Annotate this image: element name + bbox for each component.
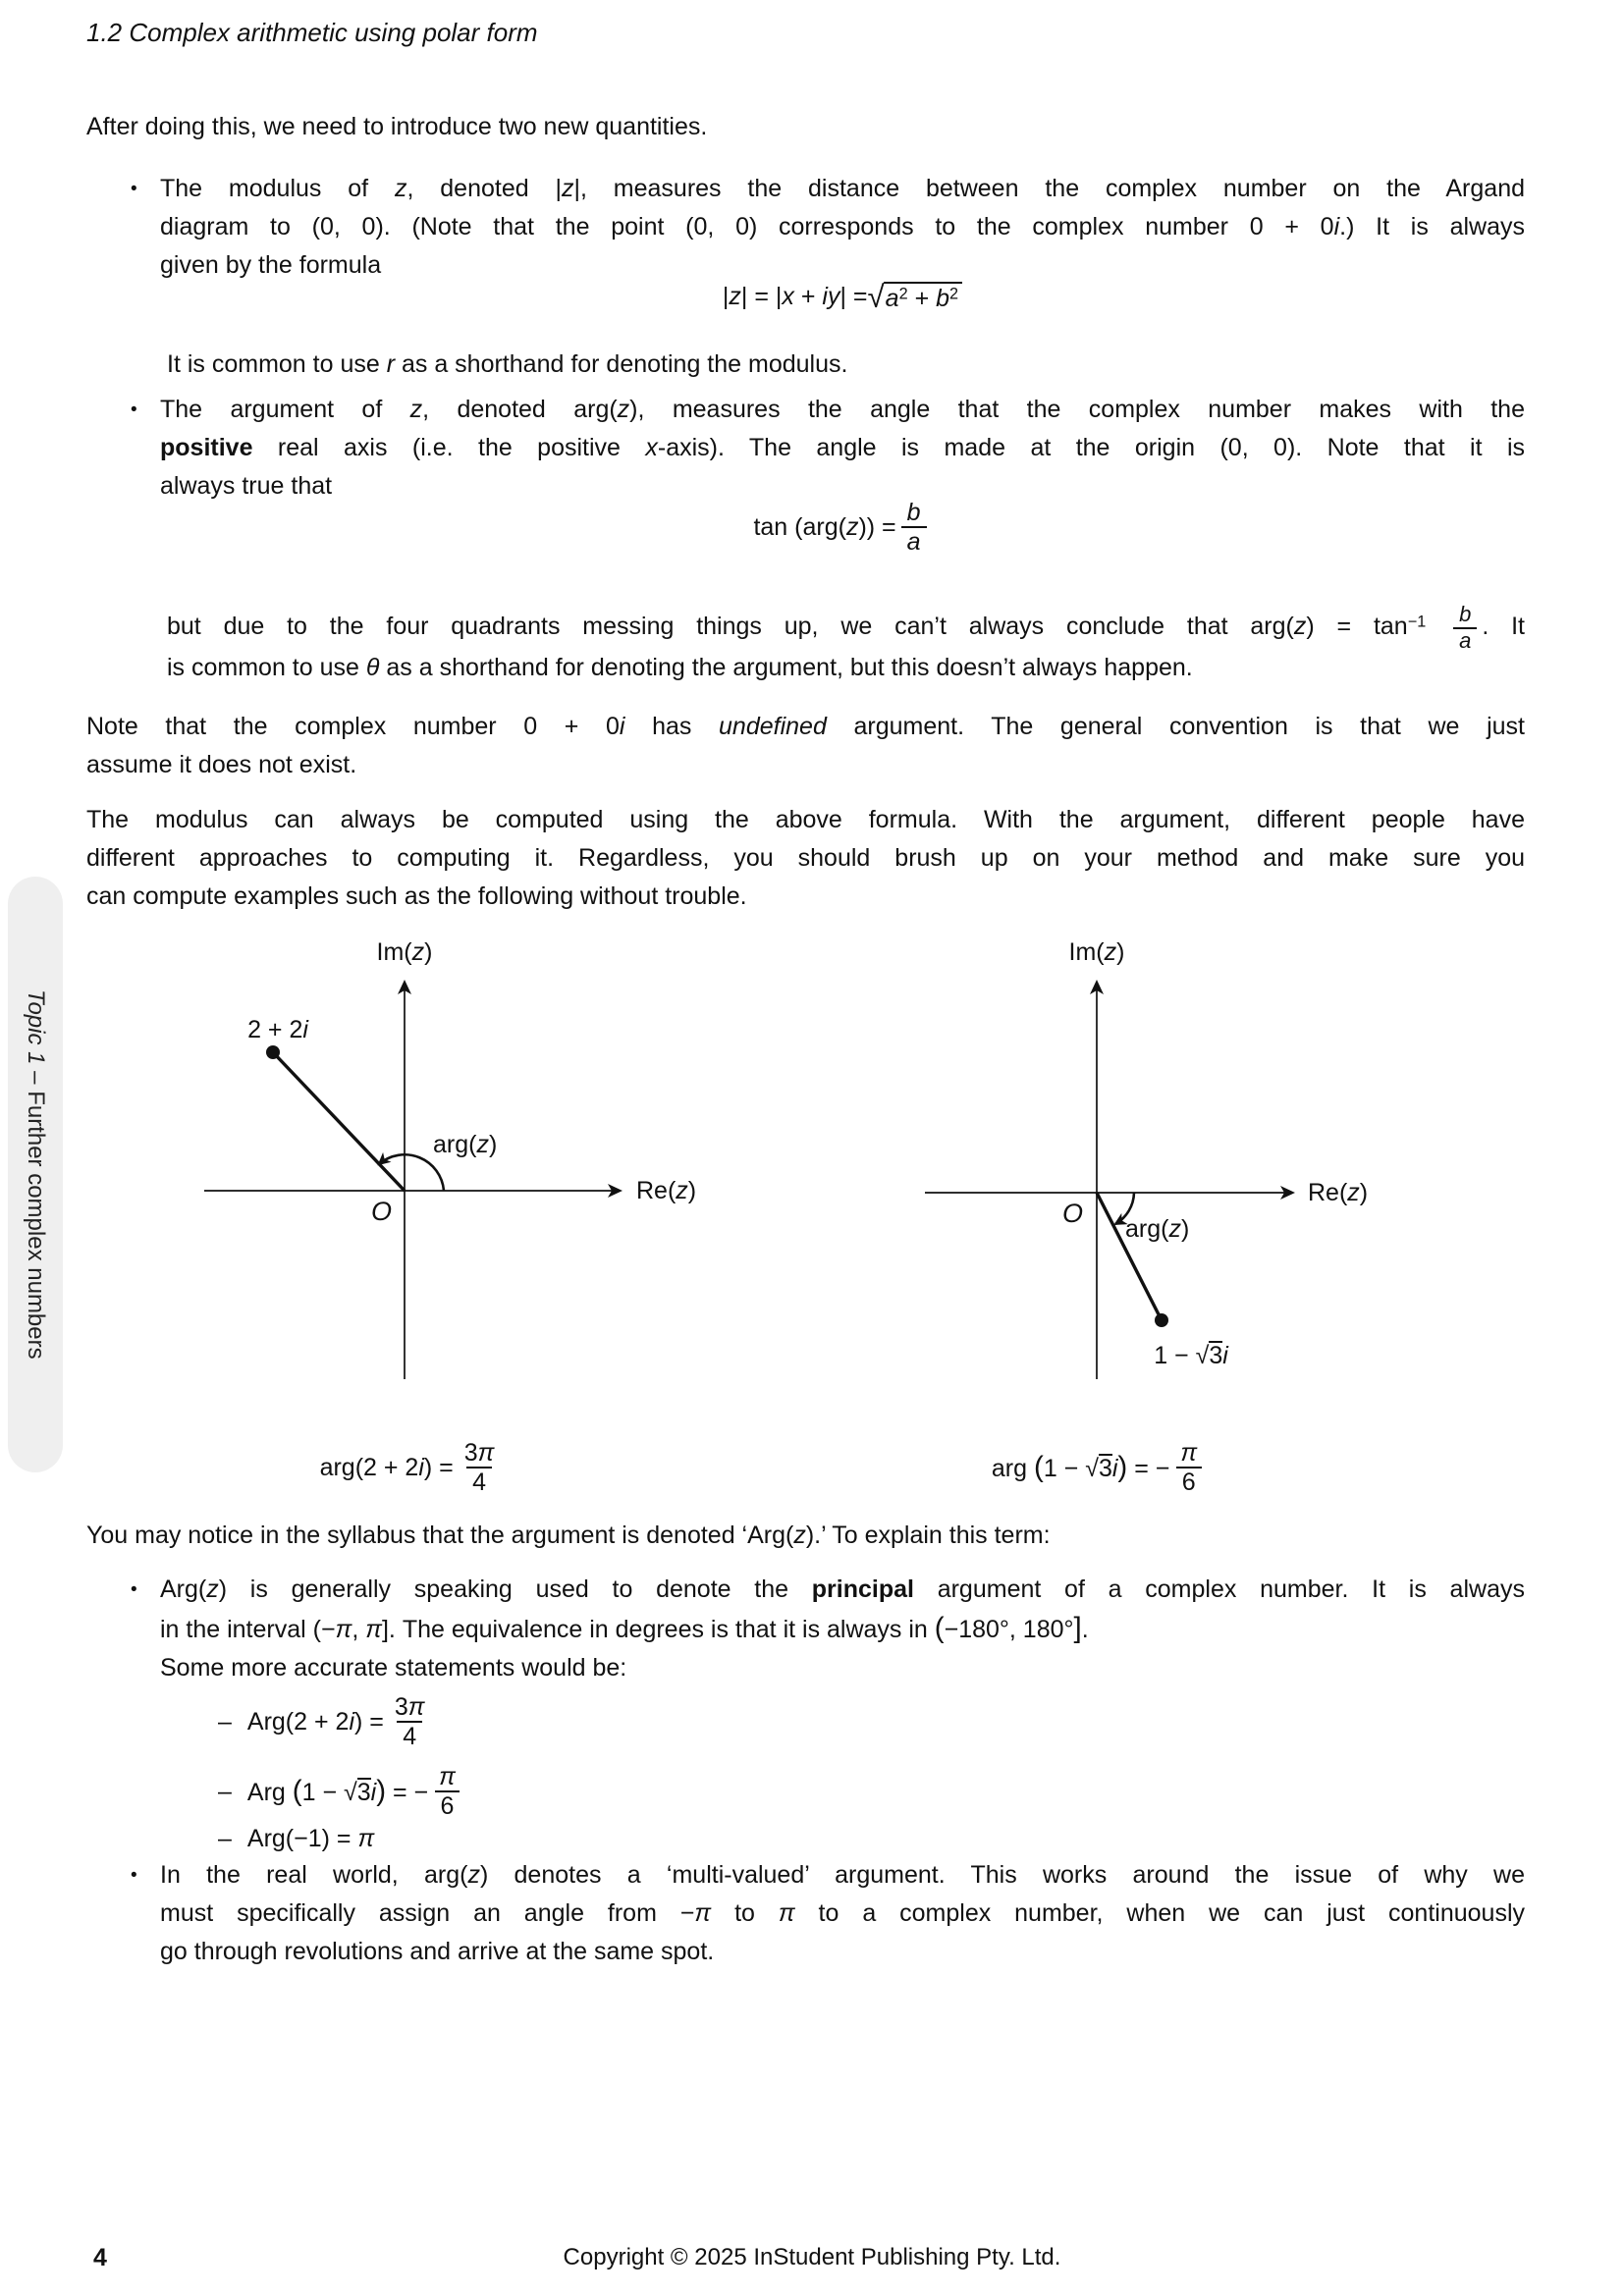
point-2-plus-2i [266,1045,280,1059]
list-item-arg-2-plus-2i: – Arg(2 + 2i) = $\frac{3\pi}{4}$ [218,1693,436,1750]
dash-icon: – [218,1825,232,1852]
sidebar-topic-label [22,989,49,1360]
note-modulus-shorthand [167,346,1525,384]
paragraph-quadrants-line1 [167,603,1525,653]
bullet-modulus-line1: The modulus of z, denoted |z|, measures the distance between the complex number on the Argand [160,175,1525,202]
arg-label-right: arg(z) [1125,1215,1190,1243]
list-item-arg-minus-1: – Arg(−1) = π [218,1825,375,1852]
caption-arg-2-plus-2i: arg(2 + 2i) = $\frac{3\pi}{4}$ [167,1439,658,1496]
argand-diagram-left [167,933,717,1386]
origin-label-right: O [1062,1199,1084,1228]
formula-modulus-radicand: $a^2 + b^2$ [884,282,962,311]
point-1-minus-sqrt3i [1155,1313,1168,1327]
arg-label-left: arg(z) [433,1131,498,1158]
bullet-icon: • [131,179,137,199]
sidebar-topic-number: Topic 1 [23,989,49,1072]
copyright-notice: Copyright © 2025 InStudent Publishing Pty. Ltd. [563,2244,1061,2270]
paragraph-computing: The modulus can always be computed using the above formula. With the argument, different people have different approaches to computing it. Regardless, you should brush up on your method and make sure you can compute examples such as the following without trouble. [86,806,1525,910]
im-axis-label-right: Im(z) [1068,938,1125,966]
fraction-3pi-over-4: $\frac{3\pi}{4}$ [394,1693,425,1750]
bullet-multi-valued [131,1856,1525,1971]
bullet-principal-argument [131,1571,1525,1687]
im-axis-label-left: Im(z) [376,938,433,966]
bullet-argument [131,391,1525,506]
bullet-modulus-text [160,170,1525,285]
bullet-principal-text: Arg(z) is generally speaking used to denote the principal argument of a complex number. It is always in the interval (−π, π]. The equivalence in degrees is that it is always in (−180°, 180°]. Some more accurate statements would be: [160,1575,1525,1682]
re-axis-label-right: Re(z) [1308,1179,1369,1206]
formula-tan-lhs: tan (arg(z)) = [753,512,896,541]
point-label-2-plus-2i: 2 + 2i [247,1016,308,1043]
paragraph-syllabus: You may notice in the syllabus that the argument is denoted ‘Arg(z).’ To explain this term: [86,1522,1051,1549]
bullet-argument-line2: positive real axis (i.e. the positive x-axis). The angle is made at the origin (0, 0). Note that it is [160,434,1525,461]
section-heading: 1.2 Complex arithmetic using polar form [86,18,538,47]
bullet-modulus-line2: diagram to (0, 0). (Note that the point (0, 0) corresponds to the complex number 0 + 0i.) It is always [160,213,1525,240]
re-axis-label-left: Re(z) [636,1177,697,1204]
bullet-argument-line1: The argument of z, denoted arg(z), measures the angle that the complex number makes with the [160,396,1525,423]
formula-modulus-lhs: |z| = |x + iy| = [722,282,868,310]
bullet-argument-text [160,391,1525,506]
bullet-multi-valued-text: In the real world, arg(z) denotes a ‘multi-valued’ argument. This works around the issue of why we must specifically assign an angle from −π to π to a complex number, when we can just continuously go through revolutions and arrive at the same spot. [160,1861,1525,1965]
quadrants-line1: but due to the four quadrants messing things up, we can’t always conclude that $arg(z) = \tan^{-1}$ $\frac{b}{a}$ . It [167,602,1525,653]
page-number: 4 [93,2244,107,2271]
formula-tan-arg [160,499,1525,556]
bullet-icon: • [131,1865,137,1886]
dash-icon: – [218,1777,232,1805]
origin-label-left: O [371,1197,393,1226]
fraction-pi-over-6: $\frac{\pi}{6}$ [1174,1439,1203,1496]
fraction-3pi-over-4: $\frac{3\pi}{4}$ [463,1439,495,1496]
paragraph-quadrants-line2: is common to use θ as a shorthand for denoting the argument, but this doesn’t always happen. [167,654,1193,681]
argand-diagram-right [864,933,1424,1386]
bullet-icon: • [131,1579,137,1600]
point-label-1-minus-sqrt3i: 1 − √3i [1154,1342,1228,1369]
dash-icon: – [218,1707,232,1735]
sidebar-topic-tab [8,877,63,1472]
inline-fraction-b-over-a: $\frac{b}{a}$ [1453,603,1477,653]
bullet-modulus [131,170,1525,285]
bullet-modulus-line3: given by the formula [160,251,382,279]
sqrt-symbol: √ [867,280,885,314]
paragraph-intro-line: After doing this, we need to introduce two new quantities. [86,113,708,140]
fraction-pi-over-6: $\frac{\pi}{6}$ [433,1763,461,1820]
modulus-ray [273,1052,405,1191]
bullet-icon: • [131,400,137,420]
paragraph-intro [86,108,1525,146]
formula-modulus [160,279,1525,314]
note-modulus-line: It is common to use r as a shorthand for denoting the modulus. [167,350,848,378]
bullet-argument-line3: always true that [160,472,333,500]
caption-arg-1-minus-sqrt3i: arg (1 − √3i) = − $\frac{\pi}{6}$ [854,1439,1345,1496]
paragraph-undefined-argument: Note that the complex number 0 + 0i has undefined argument. The general convention is that we just assume it does not exist. [86,713,1525,778]
fraction-b-over-a: $\frac{b}{a}$ [901,499,927,556]
sidebar-topic-title: – Further complex numbers [23,1071,49,1360]
list-item-arg-1-minus-sqrt3i: – Arg (1 − √3i) = − $\frac{\pi}{6}$ [218,1763,466,1820]
